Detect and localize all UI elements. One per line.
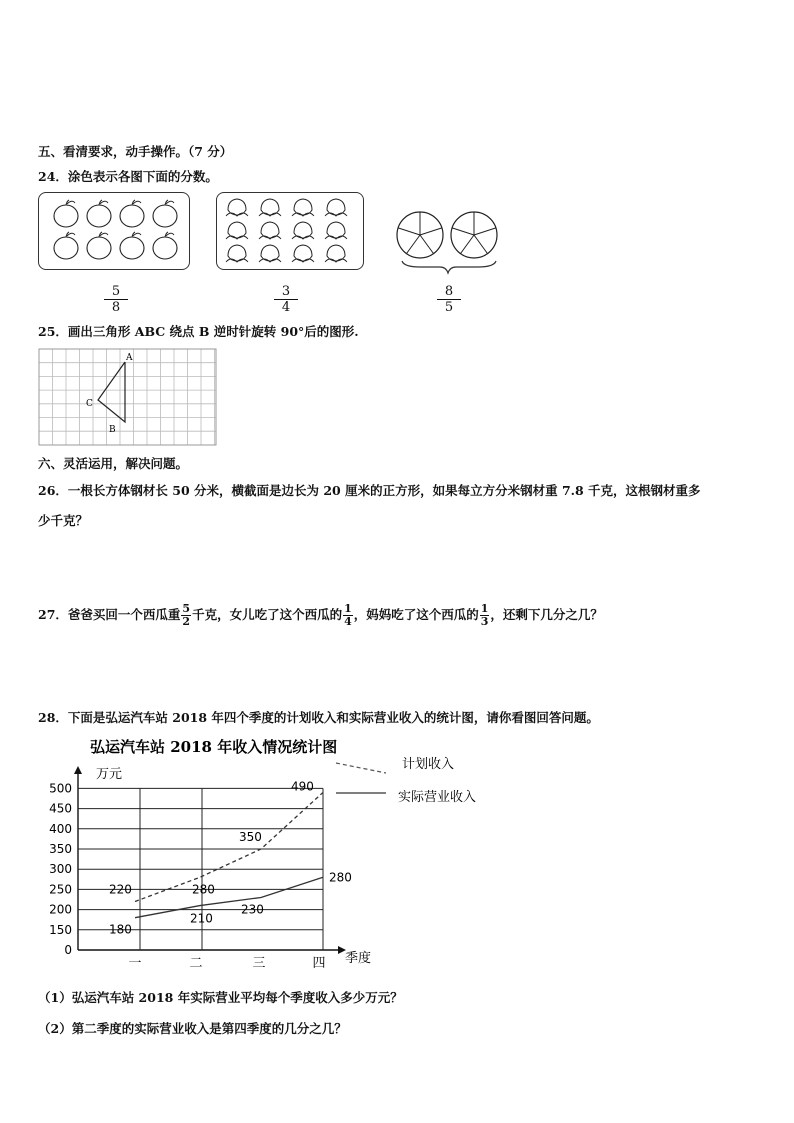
question-28-sub1: （1）弘运汽车站 2018 年实际营业平均每个季度收入多少万元？ [38,990,403,1005]
fraction-numerator: 3 [274,284,298,300]
x-tick-label: 四 [312,956,326,971]
x-tick-label: 一 [128,956,142,971]
peaches-figure [217,193,363,269]
data-label: 280 [329,870,352,885]
x-tick-label: 三 [252,956,266,971]
triangle-abc [98,362,125,422]
question-26-line1: 26．一根长方体钢材长 50 分米，横截面是边长为 20 厘米的正方形，如果每立方分米钢材重 7.8 千克，这根钢材重多 [38,483,701,498]
data-label: 210 [190,911,213,926]
fraction-1-4 [343,603,353,628]
apples-figure [39,193,189,269]
apple-box [38,192,190,270]
data-label: 220 [109,882,132,897]
peach-icon [259,199,281,216]
apple-icon [120,200,144,227]
brace-icon [402,261,496,273]
point-c-label: C [86,399,93,409]
fraction-1-3 [480,603,490,628]
actual-income-line [135,877,323,917]
fraction-denominator: 4 [344,615,352,628]
question-25-text: 25．画出三角形 ABC 绕点 B 逆时针旋转 90°后的图形. [38,324,359,339]
fraction-denominator: 2 [182,615,191,628]
legend-planned: 计划收入 [402,757,455,772]
y-axis-arrow-icon [74,766,82,774]
question-27-part4: ，还剩下几分之几？ [490,607,603,622]
data-label: 490 [291,779,314,794]
fraction-denominator: 5 [444,300,454,315]
apple-icon [87,232,111,259]
pie-circle-icon [397,212,443,258]
point-b-label: B [109,425,116,435]
chart-title: 弘运汽车站 2018 年收入情况统计图 [90,738,338,756]
data-label: 280 [192,882,215,897]
apple-icon [87,200,111,227]
question-27-part3: ，妈妈吃了这个西瓜的 [353,607,479,622]
peach-icon [226,199,248,216]
fraction-numerator: 1 [480,602,489,615]
question-27 [38,603,603,628]
y-tick-label: 450 [49,801,72,816]
pie-circles-figure [390,205,510,275]
question-27-part2: 千克，女儿吃了这个西瓜的 [192,607,343,622]
peach-icon [226,222,248,239]
x-tick-label: 二 [189,956,203,971]
y-tick-label: 400 [49,821,72,836]
question-26-line2: 少千克？ [38,513,89,528]
question-28-sub2: （2）第二季度的实际营业收入是第四季度的几分之几？ [38,1021,347,1036]
pie-circle-icon [451,212,497,258]
peach-icon [325,245,347,262]
apple-icon [54,232,78,259]
legend-dashed-line [336,763,386,773]
question-27-part1: 27．爸爸买回一个西瓜重 [38,607,181,622]
data-label: 230 [241,902,264,917]
apple-icon [120,232,144,259]
fraction-numerator: 5 [104,284,128,300]
legend-actual: 实际营业收入 [398,790,477,805]
apple-icon [153,200,177,227]
fraction-5-8 [104,284,128,315]
x-axis-label: 季度 [345,951,372,966]
fraction-numerator: 8 [437,284,461,300]
question-28-text: 28．下面是弘运汽车站 2018 年四个季度的计划收入和实际营业收入的统计图，请你看图回答问题。 [38,710,599,725]
data-label: 350 [239,830,262,844]
y-tick-label: 0 [64,943,72,957]
apple-icon [153,232,177,259]
y-tick-label: 500 [49,781,72,796]
peach-icon [325,222,347,239]
y-tick-label: 200 [49,902,72,917]
peach-icon [292,245,314,262]
y-tick-label: 350 [49,842,72,856]
fraction-denominator: 4 [281,300,291,315]
y-tick-label: 300 [49,862,72,877]
fraction-numerator: 5 [182,602,191,615]
y-tick-label: 250 [49,882,72,897]
fraction-denominator: 8 [111,300,121,315]
peach-icon [325,199,347,216]
y-tick-label: 150 [49,922,72,937]
peach-box [216,192,364,270]
fraction-5-2 [181,603,191,628]
fraction-8-5 [437,284,461,315]
question-24-text: 24．涂色表示各图下面的分数。 [38,169,218,184]
fraction-denominator: 3 [480,615,489,628]
peach-icon [226,245,248,262]
fraction-numerator: 1 [344,602,352,615]
peach-icon [292,222,314,239]
y-axis-label: 万元 [96,767,123,782]
fraction-3-4 [274,284,298,315]
section-5-heading: 五、看清要求，动手操作。（7 分） [38,144,233,159]
peach-icon [292,199,314,216]
peach-icon [259,245,281,262]
data-label: 180 [109,922,132,937]
peach-icon [259,222,281,239]
point-a-label: A [126,353,133,363]
rotation-grid [38,348,220,446]
income-line-chart [40,730,520,980]
section-6-heading: 六、灵活运用，解决问题。 [38,456,189,471]
apple-icon [54,200,78,227]
